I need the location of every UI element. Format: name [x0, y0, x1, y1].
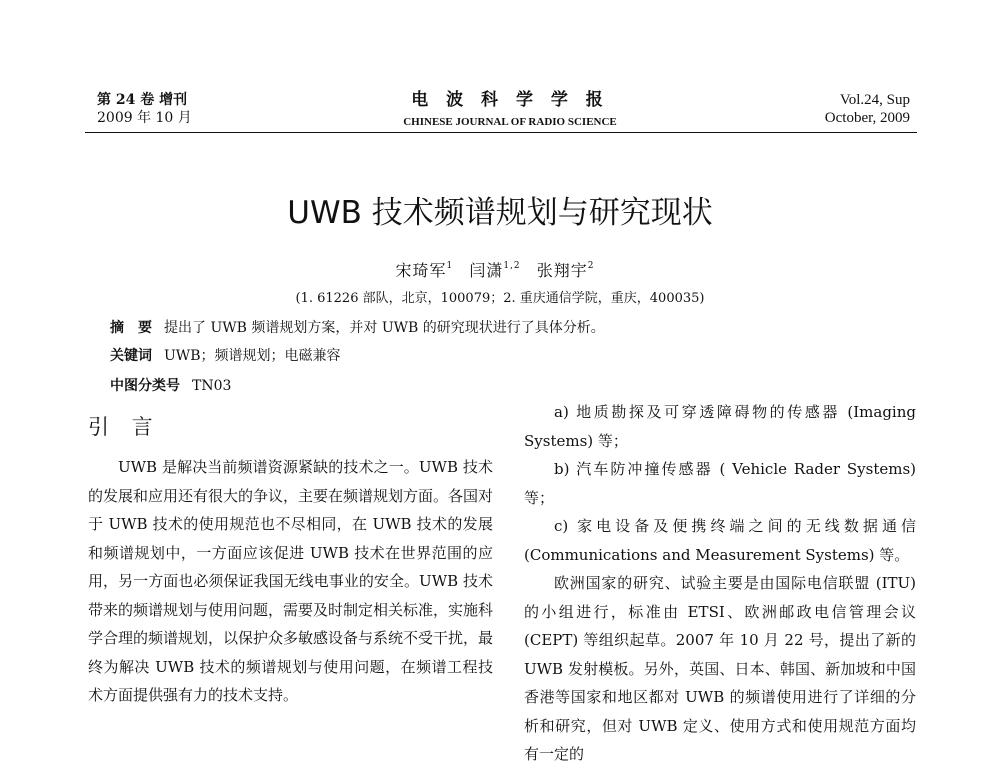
- keywords-label: 关键词: [110, 348, 152, 364]
- header-center: [300, 89, 720, 130]
- classification-code: TN03: [192, 378, 232, 394]
- journal-english-name: CHINESE JOURNAL OF RADIO SCIENCE: [403, 116, 617, 128]
- header-date-english: October, 2009: [824, 110, 910, 126]
- abstract: [110, 318, 605, 338]
- author-affiliation-mark: 1: [446, 261, 454, 271]
- header-volume-english: Vol.24, Sup: [839, 92, 910, 108]
- paragraph: 欧洲国家的研究、试验主要是由国际电信联盟 (ITU) 的小组进行，标准由 ETSI、欧洲邮政电信管理会议 (CEPT) 等组织起草。2007 年 10 月 22 号，提出了新的 UWB 发射模板。另外，英国、日本、韩国、新加坡和中国香港等国家和地区都对 UWB 的频谱使用进行了详细的分析和研究，但对 UWB 定义、使用方式和使用规范方面均有一定的: [524, 574, 916, 763]
- classification: [110, 376, 231, 396]
- list-item: c) 家电设备及便携终端之间的无线数据通信 (Communications and Measurement Systems) 等。: [524, 517, 916, 564]
- list-item: b) 汽车防冲撞传感器 ( Vehicle Rader Systems) 等；: [524, 460, 916, 507]
- classification-label: 中图分类号: [110, 378, 180, 394]
- author-affiliation-mark: 1,2: [503, 261, 521, 271]
- author-name: 闫潇: [469, 261, 504, 280]
- section-heading: 引 言: [88, 415, 161, 439]
- paper-title: UWB 技术频谱规划与研究现状: [287, 195, 713, 231]
- list-item: a) 地质勘探及可穿透障碍物的传感器 (Imaging Systems) 等；: [524, 403, 916, 450]
- header-left: [97, 91, 192, 127]
- author-name: 张翔宇: [536, 261, 588, 280]
- header-date: 2009 年 10 月: [97, 110, 192, 126]
- author-name: 宋琦军: [395, 261, 447, 280]
- abstract-text: 提出了 UWB 频谱规划方案，并对 UWB 的研究现状进行了具体分析。: [164, 320, 605, 336]
- author-affiliation-mark: 2: [587, 261, 595, 271]
- keywords-text: UWB；频谱规划；电磁兼容: [164, 348, 341, 364]
- journal-name: 电 波 科 学 学 报: [411, 90, 609, 110]
- keywords: [110, 346, 340, 366]
- left-column: [88, 412, 493, 710]
- header-right: [825, 91, 910, 127]
- affiliations: (1. 61226 部队，北京，100079；2. 重庆通信学院，重庆，400035): [295, 291, 705, 306]
- header-volume: 第 24 卷 增刊: [97, 92, 188, 108]
- author-list: [0, 255, 1000, 282]
- abstract-label: 摘 要: [110, 320, 152, 336]
- header-rule: [85, 132, 917, 133]
- paragraph: UWB 是解决当前频谱资源紧缺的技术之一。UWB 技术的发展和应用还有很大的争议，主要在频谱规划方面。各国对于 UWB 技术的使用规范也不尽相同，在 UWB 技术的发展和频谱规划中，一方面应该促进 UWB 技术在世界范围的应用，另一方面也必须保证我国无线电事业的安全。UWB 技术带来的频谱规划与使用问题，需要及时制定相关标准，实施科学合理的频谱规划，以保护众多敏感设备与系统不受干扰，最终为解决 UWB 技术的频谱规划与使用问题，在频谱工程技术方面提供强有力的技术支持。: [88, 458, 494, 704]
- right-column: [524, 398, 916, 769]
